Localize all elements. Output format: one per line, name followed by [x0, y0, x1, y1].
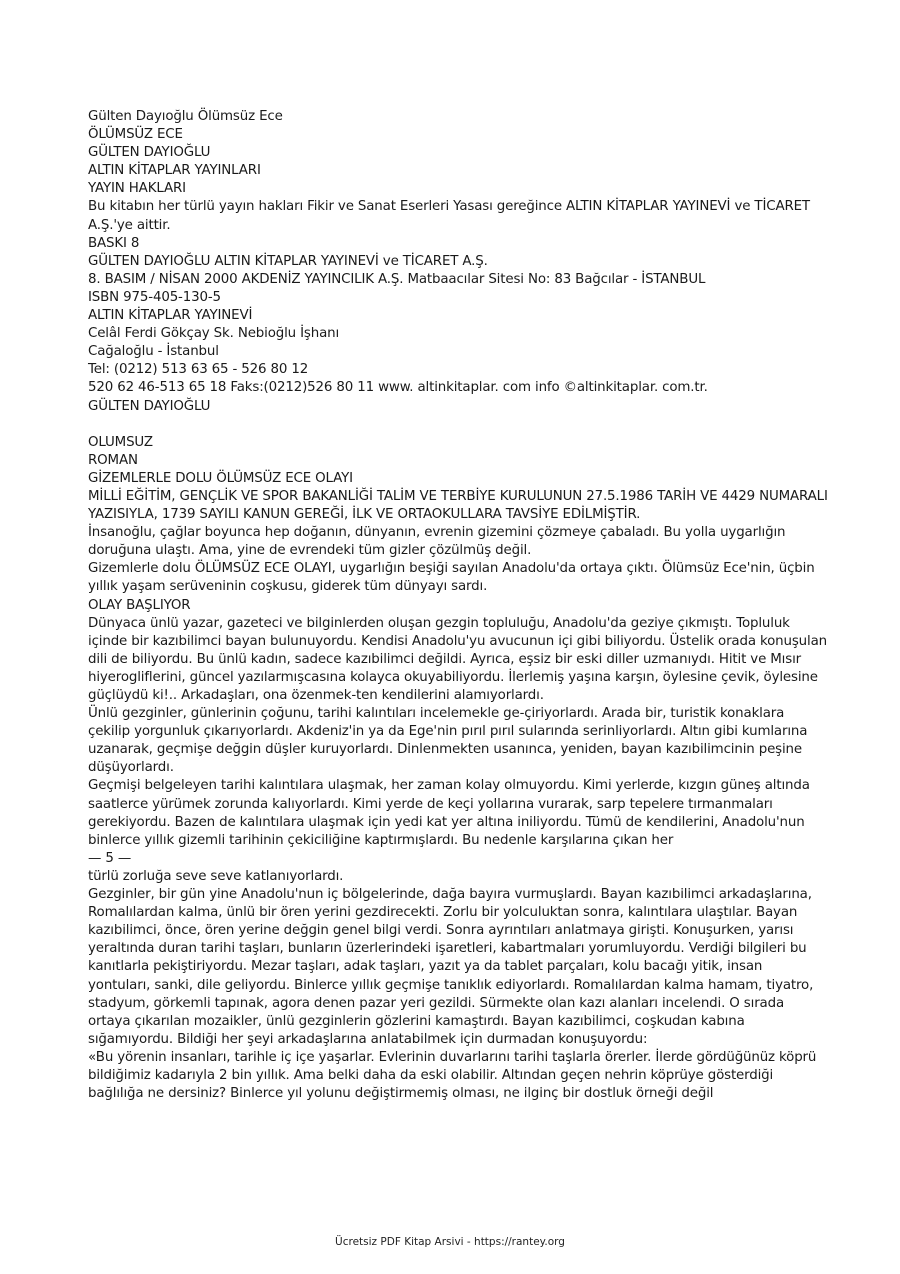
- body-paragraph-2: Ünlü gezginler, günlerinin çoğunu, tarihi kalıntıları incelemekle ge-çiriyorlardı. Arada bir, turistik konaklara çekilip yorgunluk çıkarıyorlardı. Akdeniz'in ya da Ege'nin pırıl pırıl sularında serinliyorlardı. Altın gibi kumlarına uzanarak, geçmişe değgin düşler kuruyorlardı. Dinlenmekten usanınca, yeniden, bayan kazıbilimcinin peşine düşüyorlardı.: [88, 706, 808, 776]
- rights-heading: YAYIN HAKLARI: [88, 181, 186, 197]
- ministry-recommendation: MİLLİ EĞİTİM, GENÇLİK VE SPOR BAKANLİĞİ TALİM VE TERBİYE KURULUNUN 27.5.1986 TARİH VE 4429 NUMARALI YAZISIYLA, 1739 SAYILI KANUN GEREĞİ, İLK VE ORTAOKULLARA TAVSİYE EDİLMİŞTİR.: [88, 488, 828, 523]
- publisher-contact: 520 62 46-513 65 18 Faks:(0212)526 80 11 www. altinkitaplar. com info ©altinkitaplar. com.tr.: [88, 380, 708, 396]
- body-paragraph-4: türlü zorluğa seve seve katlanıyorlardı.: [88, 868, 344, 884]
- author-name: GÜLTEN DAYIOĞLU: [88, 145, 211, 161]
- copyright-owner: GÜLTEN DAYIOĞLU ALTIN KİTAPLAR YAYINEVİ ve TİCARET A.Ş.: [88, 253, 488, 269]
- footer-text: Ücretsiz PDF Kitap Arsivi - https://rantey.org: [335, 1236, 565, 1248]
- rights-text: Bu kitabın her türlü yayın hakları Fikir ve Sanat Eserleri Yasası gereğince ALTIN KİTAPLAR YAYINEVİ ve TİCARET A.Ş.'ye aittir.: [88, 199, 810, 233]
- page-number: — 5 —: [88, 850, 132, 866]
- author-name-repeat: GÜLTEN DAYIOĞLU: [88, 398, 211, 414]
- edition-label: BASKI 8: [88, 235, 140, 251]
- book-author-title: Gülten Dayıoğlu Ölümsüz Ece: [88, 109, 283, 124]
- publisher-city: Cağaloğlu - İstanbul: [88, 344, 219, 360]
- isbn: ISBN 975-405-130-5: [88, 289, 221, 305]
- publisher-address-name: ALTIN KİTAPLAR YAYINEVİ: [88, 308, 253, 324]
- document-body: [88, 108, 828, 1103]
- body-paragraph-1: Dünyaca ünlü yazar, gazeteci ve bilginlerden oluşan gezgin topluluğu, Anadolu'da geziye çıkmıştı. Topluluk içinde bir kazıbilimci bayan bulunuyordu. Kendisi Anadolu'yu avucunun içi gibi biliyordu. Üstelik orada konuşulan dili de biliyordu. Bu ünlü kadın, sadece kazıbilimci değildi. Ayrıca, eşsiz bir eski diller uzmanıydı. Hitit ve Mısır hiyerogliflerini, güncel yazılarmışcasına kolayca okuyabiliyordu. İlerlemiş yaşına karşın, öylesine çevik, öylesine güçlüydü ki!.. Arkadaşları, ona özenmek-ten kendilerini alamıyorlardı.: [88, 615, 827, 703]
- body-paragraph-3: Geçmişi belgeleyen tarihi kalıntılara ulaşmak, her zaman kolay olmuyordu. Kimi yerlerde, kızgın güneş altında saatlerce yürümek zorunda kalıyorlardı. Kimi yerde de keçi yollarına vurarak, sarp tepelere tırmanmaları gerekiyordu. Bazen de kalıntılara ulaşmak için yedi kat yer altına iniliyordu. Tümü de kendilerini, Anadolu'nun binlerce yıllık gizemli tarihinin çekiciliğine kaptırmışlardı. Bu nedenle karşılarına çıkan her: [88, 778, 810, 848]
- intro-paragraph-1: İnsanoğlu, çağlar boyunca hep doğanın, dünyanın, evrenin gizemini çözmeye çabaladı. Bu yolla uygarlığın doruğuna ulaştı. Ama, yine de evrendeki tüm gizler çözülmüş değil.: [88, 525, 786, 559]
- chapter-heading: OLAY BAŞLIYOR: [88, 597, 191, 613]
- genre-label: ROMAN: [88, 452, 138, 468]
- publisher-street: Celâl Ferdi Gökçay Sk. Nebioğlu İşhanı: [88, 326, 340, 342]
- publisher-name: ALTIN KİTAPLAR YAYINLARI: [88, 163, 261, 179]
- publisher-phone: Tel: (0212) 513 63 65 - 526 80 12: [88, 362, 309, 378]
- blank-line: [88, 416, 828, 434]
- subtitle: GİZEMLERLE DOLU ÖLÜMSÜZ ECE OLAYI: [88, 470, 353, 486]
- body-paragraph-5: Gezginler, bir gün yine Anadolu'nun iç bölgelerinde, dağa bayıra vurmuşlardı. Bayan kazıbilimci arkadaşlarına, Romalılardan kalma, ünlü bir ören yerini gezdirecekti. Zorlu bir yolculuktan sonra, kalıntılara ulaştılar. Bayan kazıbilimci, önce, ören yerine değgin genel bilgi verdi. Sonra ayrıntıları anlatmaya girişti. Konuşurken, yarısı yeraltında duran tarihi taşları, bunların üzerlerindeki işaretleri, kabartmaları yorumluyordu. Verdiği bilgileri bu kanıtlarla pekiştiriyordu. Mezar taşları, adak taşları, yazıt ya da tablet parçaları, kolu bacağı yitik, insan yontuları, sanki, dile geliyordu. Binlerce yıllık geçmişe tanıklık ediyorlardı. Romalılardan kalma hamam, tiyatro, stadyum, görkemli tapınak, agora denen pazar yeri gezildi. Sürmekte olan kazı alanları incelendi. O sırada ortaya çıkarılan mozaikler, ünlü gezginlerin gözlerini kamaştırdı. Bayan kazıbilimci, coşkudan kabına sığamıyordu. Bildiği her şeyi arkadaşlarına anlatabilmek için durmadan konuşuyordu:: [88, 887, 814, 1047]
- body-paragraph-6: «Bu yörenin insanları, tarihle iç içe yaşarlar. Evlerinin duvarlarını tarihi taşlarla örerler. İlerde gördüğünüz köprü bildiğimiz kadarıyla 2 bin yıllık. Ama belki daha da eski olabilir. Altından geçen nehrin köprüye gösterdiği bağlılığa ne dersiniz? Binlerce yıl yolunu değiştirmemiş olması, ne ilginç bir dostluk örneği değil: [88, 1049, 817, 1102]
- intro-paragraph-2: Gizemlerle dolu ÖLÜMSÜZ ECE OLAYI, uygarlığın beşiği sayılan Anadolu'da ortaya çıktı. Ölümsüz Ece'nin, üçbin yıllık yaşam serüveninin coşkusu, giderek tüm dünyayı sardı.: [88, 561, 815, 595]
- title-olumsuz: OLUMSUZ: [88, 434, 153, 450]
- book-title: ÖLÜMSÜZ ECE: [88, 127, 183, 143]
- printing-info: 8. BASIM / NİSAN 2000 AKDENİZ YAYINCILIK A.Ş. Matbaacılar Sitesi No: 83 Bağcılar - İSTANBUL: [88, 271, 706, 287]
